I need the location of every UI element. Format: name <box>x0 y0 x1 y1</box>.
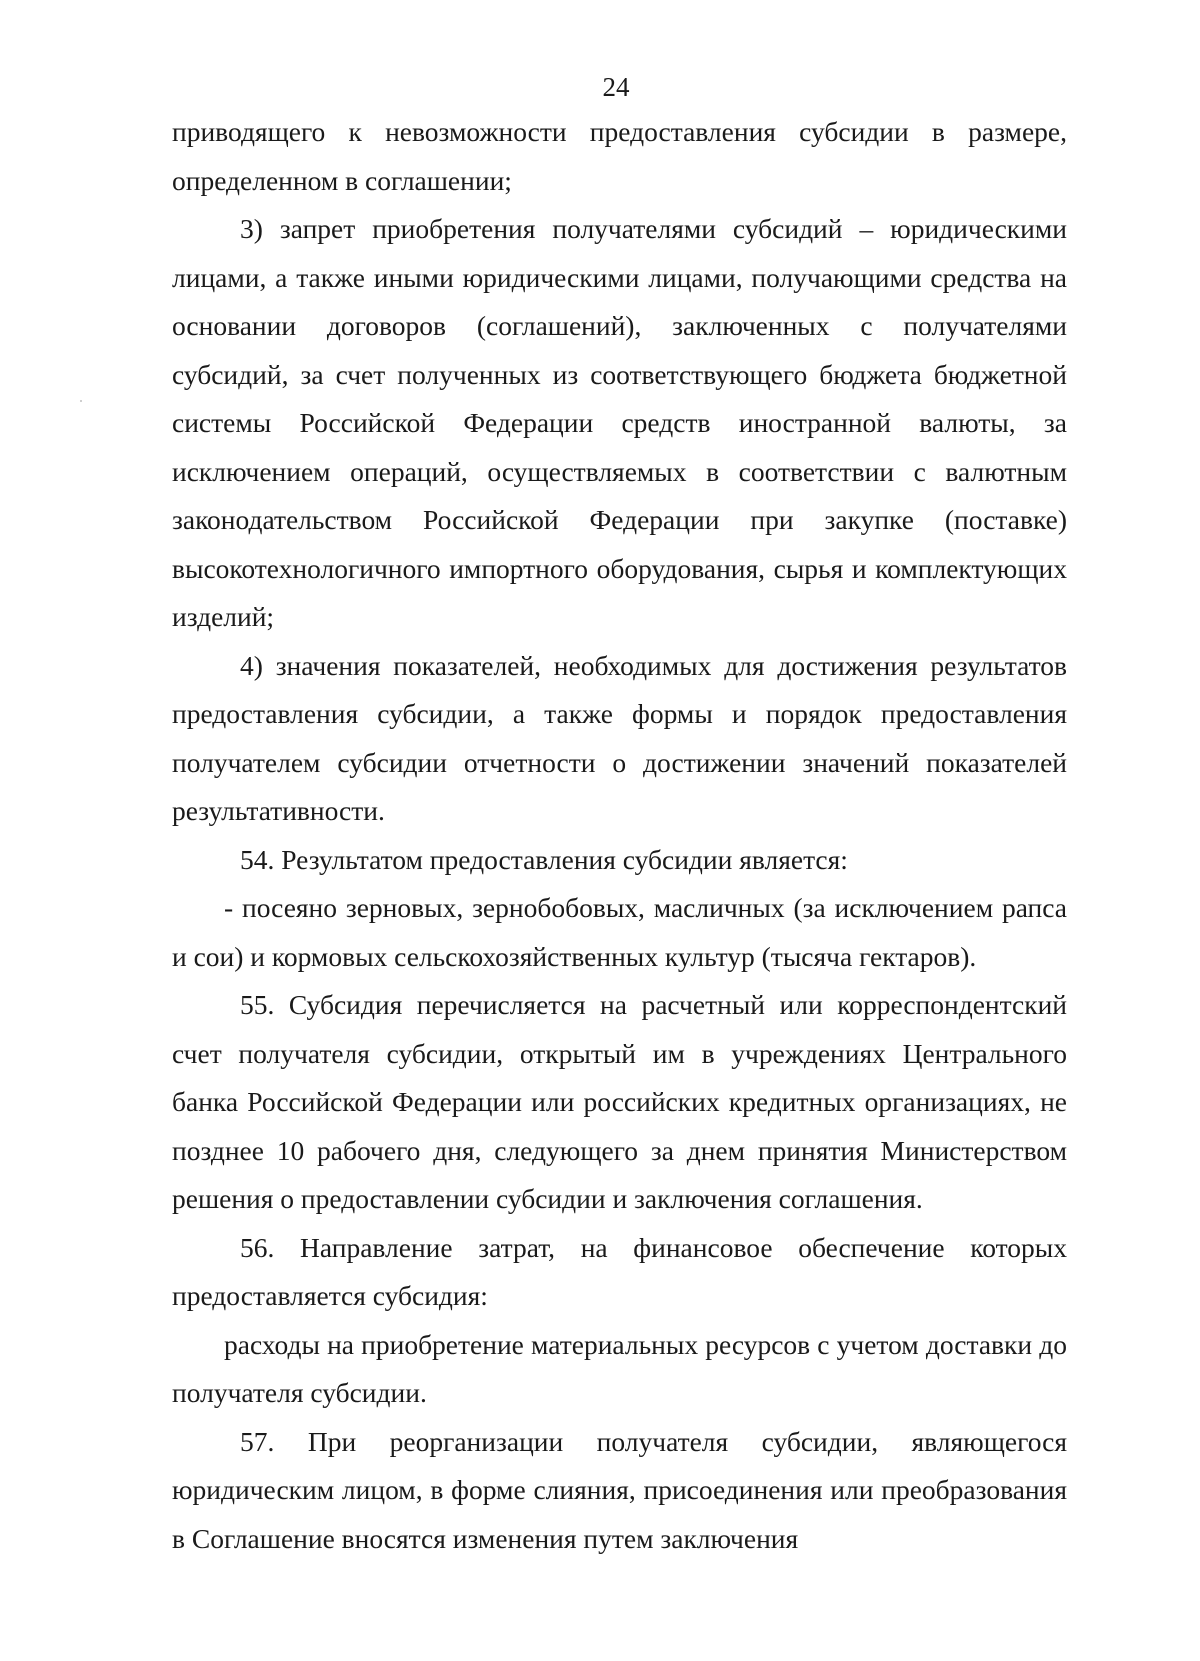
paragraph-item-3: 3) запрет приобретения получателями субсидий – юридическими лицами, а также иными юридическими лицами, получающими средства на основании договоров (соглашений), заключенных с получателями субсидий, за счет полученных из соответствующего бюджета бюджетной системы Российской Федерации средств иностранной валюты, за исключением операций, осуществляемых в соответствии с валютным законодательством Российской Федерации при закупке (поставке) высокотехнологичного импортного оборудования, сырья и комплектующих изделий; <box>172 213 1067 632</box>
page-number: 24 <box>602 72 630 102</box>
document-body <box>172 108 1067 1563</box>
paragraph-continuation: приводящего к невозможности предоставления субсидии в размере, определенном в соглашении; <box>172 116 1067 196</box>
paragraph-56-expenses: расходы на приобретение материальных ресурсов с учетом доставки до получателя субсидии. <box>172 1328 1067 1408</box>
scan-artifact <box>80 400 82 402</box>
paragraph-item-4: 4) значения показателей, необходимых для достижения результатов предоставления субсидии, а также формы и порядок предоставления получателем субсидии отчетности о достижении значений показателей результативности. <box>172 649 1067 826</box>
paragraph-55: 55. Субсидия перечисляется на расчетный или корреспондентский счет получателя субсидии, открытый им в учреждениях Центрального банка Российской Федерации или российских кредитных организациях, не позднее 10 рабочего дня, следующего за днем принятия Министерством решения о предоставлении субсидии и заключения соглашения. <box>172 989 1067 1214</box>
paragraph-54-result: - посеяно зерновых, зернобобовых, масличных (за исключением рапса и сои) и кормовых сельскохозяйственных культур (тысяча гектаров). <box>172 892 1067 972</box>
paragraph-57: 57. При реорганизации получателя субсидии, являющегося юридическим лицом, в форме слияния, присоединения или преобразования в Соглашение вносятся изменения путем заключения <box>172 1425 1067 1554</box>
paragraph-54: 54. Результатом предоставления субсидии является: <box>240 843 848 875</box>
paragraph-56: 56. Направление затрат, на финансовое обеспечение которых предоставляется субсидия: <box>172 1231 1067 1311</box>
